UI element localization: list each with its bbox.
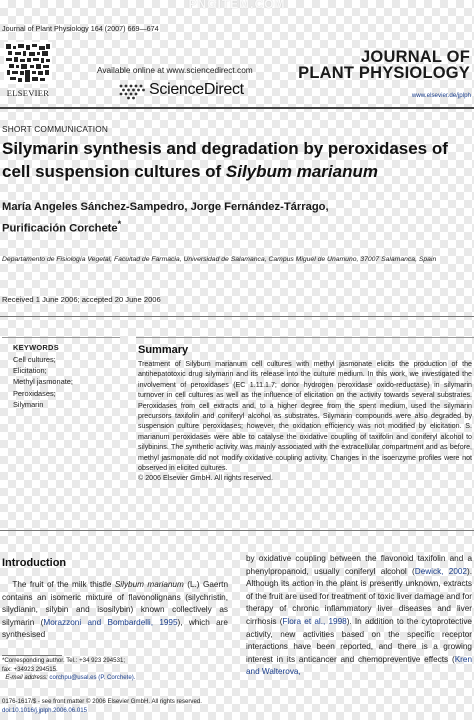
affiliation: Departamento de Fisiología Vegetal, Facultad de Farmacia, Universidad de Salamanca, Campus Miguel de Unamuno, 37007 Salamanca, Spain [2, 256, 437, 263]
doi-link[interactable]: doi:10.1016/j.jplph.2006.06.015 [2, 707, 88, 714]
intro-right-text-a: by oxidative coupling between the flavonoid taxifolin and a phenylpropanoid, usually coniferyl alcohol ( [246, 554, 472, 576]
keyword-item: Elicitation; [13, 366, 47, 376]
reference-link[interactable]: Morazzoni and Bombardelli, 1995 [43, 617, 178, 627]
journal-name-line1: JOURNAL OF [361, 48, 470, 66]
intro-column-right [246, 553, 472, 679]
section-rule [0, 530, 474, 531]
footnote-line1: *Corresponding author. Tel.: +34 923 294531; [2, 657, 126, 664]
footnote-rule [2, 655, 62, 656]
authors-line2: Purificación Corchete [2, 222, 118, 235]
available-online-text: Available online at www.sciencedirect.com [97, 65, 253, 75]
keywords-list [13, 354, 120, 410]
authors-line1: María Angeles Sánchez-Sampedro, Jorge Fernández-Tárrago, [2, 201, 329, 213]
intro-left-text-a: The fruit of the milk thistle [12, 580, 115, 589]
intro-right-text-b: ). Although its action in the plant is presently unknown, extracts of the fruit are used for treatment of toxic liver damage and for therapy of chronic inflammatory liver diseases and liver cirrhosis ( [246, 566, 472, 626]
introduction-heading: Introduction [2, 557, 67, 569]
intro-right-text-c: ). In addition to the cytoprotective activity, new activities based on the specific receptor interactions have been reported, and there is a growing interest in its anticancer and chemopreventive effects ( [246, 616, 472, 664]
summary-text [138, 359, 472, 484]
keyword-item: Methyl jasmonate; [13, 377, 73, 387]
keywords-box [2, 337, 120, 468]
footnote-line2: fax: +34923 294515. [2, 665, 58, 673]
email-link[interactable]: corchpu@usal.es (P. Corchete). [49, 674, 136, 682]
corresponding-author-mark[interactable]: * [117, 219, 122, 229]
received-dates: Received 1 June 2006; accepted 20 June 2006 [2, 295, 161, 304]
intro-left-text-c: ), which are synthesised [2, 617, 228, 640]
issn-line: 0176-1617/$ - see front matter © 2006 Elsevier GmbH. All rights reserved. [2, 698, 202, 705]
article-type: SHORT COMMUNICATION [2, 124, 109, 134]
elsevier-tree-icon [2, 40, 54, 98]
divider-rule [0, 316, 474, 317]
title-species: Silybum marianum [225, 162, 378, 181]
author-list [2, 199, 472, 238]
journal-name-line2: PLANT PHYSIOLOGY [298, 64, 470, 82]
keyword-item: Peroxidases; [13, 388, 56, 398]
journal-url-link[interactable]: www.elsevier.de/jplph [411, 92, 471, 99]
intro-left-species: Silybum marianum [114, 580, 184, 589]
bottom-info [2, 697, 302, 715]
watermark: PNGITEM.COM [188, 0, 286, 11]
journal-citation: Journal of Plant Physiology 164 (2007) 669—674 [2, 24, 159, 33]
title-main: Silymarin synthesis and degradation by peroxidases of cell suspension cultures of [2, 139, 448, 181]
journal-name [298, 49, 470, 81]
reference-link[interactable]: Flora et al., 1998 [282, 616, 347, 626]
summary-box [136, 337, 474, 484]
intro-left-text-b: (L.) Gaertn contains an isomeric mixture of flavonolignans (silychristin, silydianin, silybin and isosilybin) known collectively as silymarin ( [2, 580, 228, 627]
intro-column-left [2, 579, 228, 642]
article-title [2, 137, 474, 183]
keyword-item: Silymarin [13, 399, 44, 409]
sciencedirect-dots-icon [117, 82, 147, 100]
summary-heading: Summary [138, 344, 189, 356]
summary-copyright: © 2006 Elsevier GmbH. All rights reserved. [138, 474, 273, 483]
summary-body: Treatment of Silybum marianum cell cultures with methyl jasmonate elicits the production of the antihepatotoxic drug silymarin and its release into the culture medium. In this work, we investigated the involvement of peroxidases (EC 1.11.1.7; donor hydrogen peroxidase oxido-reductase) in silymarin turnover in cell cultures as well as the influence of elicitation on the activity towards several substrates. Peroxidases from cell extracts and, to a higher degree from the spent medium, used the silymarin precursors taxifolin and coniferyl alcohol as substrates. Silymarin compounds were also degraded by suspension culture peroxidases; however, the oxidation efficiency was not modified by elicitation. S. marianum peroxidases were able to catalyse the oxidative coupling of taxifolin and coniferyl alcohol to silybinins. The synthetic activity was mainly associated with the extracellular compartment and as before, methyl jasmonate did not modify oxidative coupling activity. Changes in the isoenzyme profiles were not observed in elicited cultures. [138, 360, 472, 473]
keyword-item: Cell cultures; [13, 355, 56, 364]
reference-link[interactable]: Kren and Walterova, [246, 654, 472, 677]
sciencedirect-wordmark: ScienceDirect [149, 81, 244, 98]
footnote [2, 657, 232, 683]
email-label: E-mail address: [5, 674, 50, 682]
header-rule [0, 107, 474, 109]
elsevier-wordmark: ELSEVIER [6, 88, 50, 98]
reference-link[interactable]: Dewick, 2002 [414, 566, 467, 576]
keywords-heading: KEYWORDS [13, 343, 59, 352]
